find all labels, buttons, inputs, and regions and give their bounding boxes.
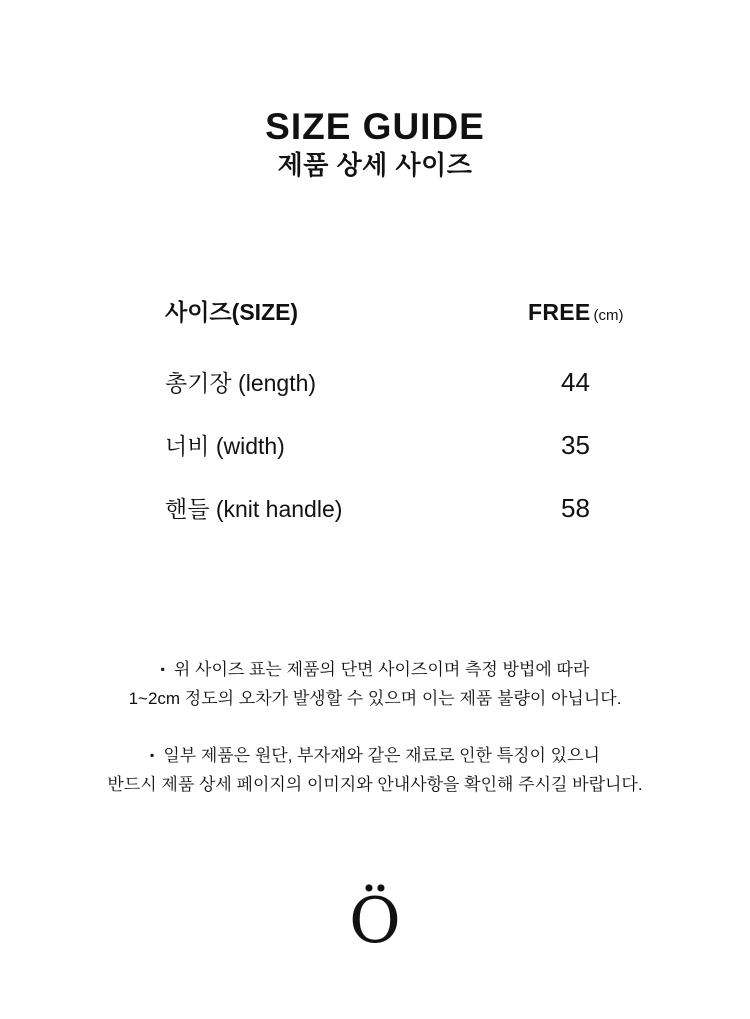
note-line-1 [161, 660, 590, 679]
footer [0, 884, 750, 958]
note-material-notice [0, 742, 750, 799]
row-value: 35 [561, 430, 590, 461]
row-label: 핸들 (knit handle) [165, 496, 343, 523]
page-title: SIZE GUIDE [265, 106, 485, 147]
unit-label: (cm) [593, 307, 624, 325]
note-line-2: 1~2cm 정도의 오차가 발생할 수 있으며 이는 제품 불량이 아닙니다. [128, 689, 622, 709]
row-value: 44 [561, 367, 590, 398]
bullet-icon: ▪ [150, 748, 155, 763]
notes-section [0, 656, 750, 799]
free-column-header [528, 300, 623, 328]
note-size-tolerance [0, 656, 750, 713]
note-line-1 [150, 746, 600, 765]
free-label: FREE [528, 299, 591, 326]
table-row-length [165, 368, 623, 397]
brand-logo: Ö [349, 884, 401, 958]
note-text: 위 사이즈 표는 제품의 단면 사이즈이며 측정 방법에 따라 [173, 660, 590, 680]
size-column-header: 사이즈(SIZE) [165, 299, 299, 326]
table-row-handle [165, 494, 623, 523]
row-label: 총기장 (length) [165, 370, 317, 397]
title-block [0, 0, 750, 180]
bullet-icon: ▪ [160, 662, 165, 677]
row-label: 너비 (width) [165, 433, 285, 460]
table-header-row [165, 300, 623, 328]
size-table [165, 300, 623, 523]
note-text: 일부 제품은 원단, 부자재와 같은 재료로 인한 특징이 있으니 [163, 746, 600, 766]
row-value: 58 [561, 493, 590, 524]
note-line-2: 반드시 제품 상세 페이지의 이미지와 안내사항을 확인해 주시길 바랍니다. [107, 775, 643, 795]
page-subtitle: 제품 상세 사이즈 [277, 150, 473, 180]
table-row-width [165, 431, 623, 460]
